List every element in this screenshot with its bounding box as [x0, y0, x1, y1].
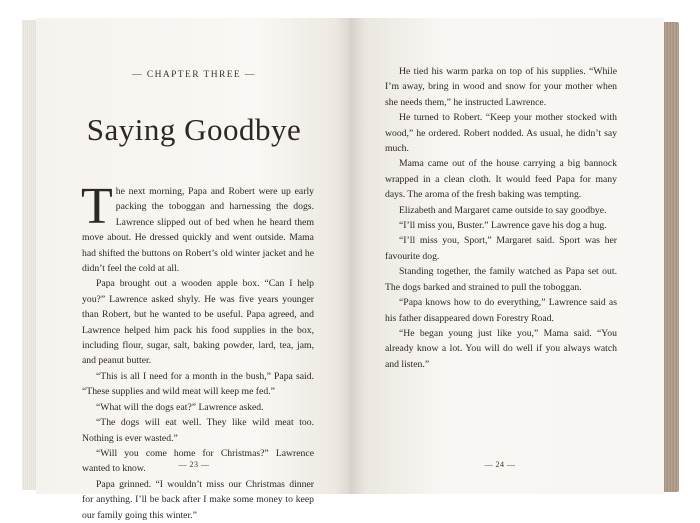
paragraph-text: he next morning, Papa and Robert were up early packing the toboggan and harnessing the dogs. Lawrence slipped out of bed when he heard them move about. He dressed quickly and went outside. Mama had shifted the buttons on Robert’s old winter jacket and he didn’t feel the cold at all.	[82, 186, 314, 275]
paragraph: Mama came out of the house carrying a big bannock wrapped in a clean cloth. It would feed Papa for many days. The aroma of the fresh baking was tempting.	[385, 158, 617, 201]
right-page-body	[385, 64, 617, 372]
paragraph: Standing together, the family watched as Papa set out. The dogs barked and strained to pull the toboggan.	[385, 266, 617, 293]
paragraph: “Will you come home for Christmas?” Lawrence wanted to know.	[82, 447, 314, 475]
paragraph	[81, 178, 314, 276]
paragraph: Papa brought out a wooden apple box. “Can I help you?” Lawrence asked shyly. He was five years younger than Robert, but he wanted to be useful. Papa agreed, and Lawrence helped him pack his food supplies in the box, including flour, sugar, salt, baking powder, lard, tea, jam, and peanut butter.	[82, 278, 314, 367]
paragraph: “I’ll miss you, Sport,” Margaret said. Sport was her favourite dog.	[385, 235, 617, 262]
paragraph: “The dogs will eat well. They like wild meat too. Nothing is ever wasted.”	[82, 417, 314, 444]
chapter-label: — CHAPTER THREE —	[132, 70, 256, 80]
paragraph: “This is all I need for a month in the bush,” Papa said. “These supplies and wild meat will keep me fed.”	[82, 370, 314, 398]
right-page-edges	[662, 22, 679, 492]
paragraph: “Papa knows how to do everything,” Lawrence said as his father disappeared down Forestry Road.	[385, 297, 617, 324]
paragraph: “He began young just like you,” Mama said. “You already know a lot. You will do well if you always watch and listen.”	[385, 327, 617, 370]
page-number-left: — 23 —	[178, 460, 210, 469]
paragraph: He turned to Robert. “Keep your mother stocked with wood,” he ordered. Robert nodded. As usual, he didn’t say much.	[385, 112, 617, 155]
paragraph: He tied his warm parka on top of his supplies. “While I’m away, bring in wood and snow for your mother when she needs them,” he instructed Lawrence.	[385, 66, 617, 108]
paragraph: Elizabeth and Margaret came outside to say goodbye.	[399, 204, 607, 216]
paragraph: Papa grinned. “I wouldn’t miss our Christmas dinner for anything. I’ll be back after I make some money to keep our family going this winter.”	[82, 478, 314, 521]
drop-cap: T	[81, 178, 113, 235]
page-number-right: — 24 —	[484, 460, 516, 469]
paragraph: “What will the dogs eat?” Lawrence asked.	[96, 401, 264, 413]
left-page-body	[81, 178, 314, 523]
paragraph: “I’ll miss you, Buster.” Lawrence gave his dog a hug.	[399, 220, 607, 232]
chapter-title: Saying Goodbye	[86, 112, 302, 147]
